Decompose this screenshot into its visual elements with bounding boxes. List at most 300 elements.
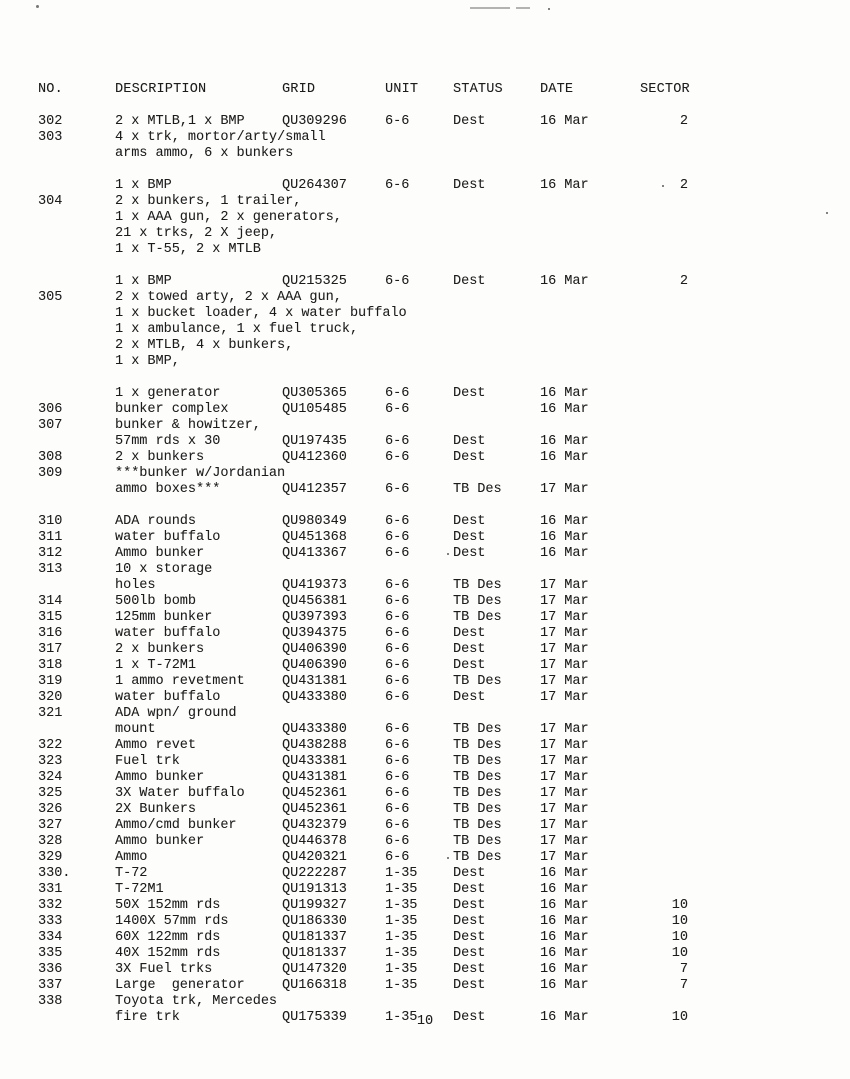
cell-date: [540, 322, 640, 338]
table-row: [38, 546, 798, 562]
cell-date: [540, 306, 640, 322]
cell-no: [38, 242, 115, 258]
cell-status: Dest: [453, 386, 486, 401]
table-row: [38, 130, 798, 146]
cell-sector: [640, 738, 688, 754]
cell-no: [38, 722, 115, 738]
cell-status: [453, 130, 540, 146]
cell-no: [38, 338, 115, 354]
cell-grid: QU431381: [282, 674, 347, 689]
cell-grid: [282, 210, 385, 226]
cell-unit: 6-6: [385, 594, 410, 609]
cell-unit: [385, 306, 453, 322]
cell-unit: [385, 146, 453, 162]
cell-grid: QU446378: [282, 834, 347, 849]
cell-unit: [385, 338, 453, 354]
cell-unit: [385, 994, 453, 1010]
cell-date: 17 Mar: [540, 610, 589, 625]
cell-desc: 3X Water buffalo: [115, 786, 245, 801]
cell-unit: 6-6: [385, 802, 410, 817]
cell-desc: 1400X 57mm rds: [115, 914, 229, 929]
cell-unit: [385, 290, 453, 306]
cell-unit: 1-35: [385, 962, 418, 977]
cell-unit: 6-6: [385, 834, 410, 849]
cell-status: Dest: [453, 946, 486, 961]
cell-status: TB Des: [453, 594, 502, 609]
cell-date: 17 Mar: [540, 786, 589, 801]
cell-sector: 2: [679, 114, 688, 129]
cell-date: 17 Mar: [540, 482, 589, 497]
cell-desc: T-72M1: [115, 882, 164, 897]
table-row: [38, 866, 798, 882]
cell-sector: [640, 866, 688, 882]
cell-date: 17 Mar: [540, 690, 589, 705]
table-row: [38, 898, 798, 914]
cell-sector: [640, 786, 688, 802]
blank-line: [38, 498, 798, 514]
scan-speck: [826, 212, 828, 214]
cell-sector: 10: [671, 946, 688, 961]
cell-sector: [640, 418, 688, 434]
cell-sector: [640, 610, 688, 626]
cell-sector: [640, 690, 688, 706]
cell-unit: 6-6: [385, 274, 410, 289]
cell-status: [453, 146, 540, 162]
cell-status: [453, 402, 540, 418]
cell-no: 321: [38, 706, 63, 721]
cell-status: [453, 994, 540, 1010]
cell-desc: 1 x bucket loader, 4 x water buffalo: [115, 306, 407, 321]
cell-status: TB Des: [453, 834, 502, 849]
cell-unit: 1-35: [385, 978, 418, 993]
scan-dash: [516, 7, 530, 9]
cell-desc: ADA rounds: [115, 514, 197, 529]
table-row: [38, 354, 798, 370]
cell-status: [453, 290, 540, 306]
cell-grid: QU406390: [282, 642, 347, 657]
cell-date: 17 Mar: [540, 594, 589, 609]
cell-desc: 1 x T-72M1: [115, 658, 197, 673]
cell-unit: [385, 354, 453, 370]
cell-unit: 6-6: [385, 114, 410, 129]
cell-status: Dest: [453, 642, 486, 657]
cell-sector: [640, 146, 688, 162]
cell-unit: 6-6: [385, 626, 410, 641]
cell-unit: 6-6: [385, 722, 410, 737]
cell-desc: Ammo/cmd bunker: [115, 818, 237, 833]
cell-sector: [640, 594, 688, 610]
table-row: [38, 706, 798, 722]
cell-no: 333: [38, 914, 63, 929]
table-row: [38, 946, 798, 962]
cell-unit: [385, 706, 453, 722]
cell-unit: [385, 130, 453, 146]
cell-grid: QU175339: [282, 1010, 347, 1025]
cell-unit: 1-35: [385, 914, 418, 929]
table-row: [38, 466, 798, 482]
cell-desc: 2 x towed arty, 2 x AAA gun,: [115, 290, 342, 305]
cell-status: Dest: [453, 658, 486, 673]
cell-sector: [640, 674, 688, 690]
cell-unit: 6-6: [385, 434, 410, 449]
cell-date: 16 Mar: [540, 914, 589, 929]
table-row: [38, 642, 798, 658]
cell-grid: QU147320: [282, 962, 347, 977]
table-row: [38, 578, 798, 594]
column-header-date: DATE: [540, 82, 574, 97]
cell-unit: [385, 194, 453, 210]
cell-unit: 6-6: [385, 690, 410, 705]
cell-sector: [640, 530, 688, 546]
cell-no: 315: [38, 610, 63, 625]
cell-grid: [282, 146, 385, 162]
cell-desc: Ammo bunker: [115, 546, 205, 561]
cell-sector: 2: [679, 274, 688, 289]
cell-grid: QU412360: [282, 450, 347, 465]
cell-status: Dest: [453, 546, 486, 561]
table-row: [38, 962, 798, 978]
cell-desc: 10 x storage: [115, 562, 213, 577]
table-row: [38, 530, 798, 546]
cell-sector: [640, 658, 688, 674]
cell-sector: [640, 402, 688, 418]
cell-grid: QU166318: [282, 978, 347, 993]
table-header: [38, 82, 798, 98]
cell-status: [453, 242, 540, 258]
cell-grid: QU215325: [282, 274, 347, 289]
cell-date: 16 Mar: [540, 450, 589, 465]
cell-sector: [640, 546, 688, 562]
cell-unit: [385, 562, 453, 578]
cell-status: [453, 418, 540, 434]
cell-desc: 21 x trks, 2 X jeep,: [115, 226, 278, 241]
cell-unit: [385, 466, 453, 482]
cell-no: 317: [38, 642, 63, 657]
cell-status: TB Des: [453, 770, 502, 785]
cell-date: [540, 354, 640, 370]
cell-grid: QU186330: [282, 914, 347, 929]
cell-no: 318: [38, 658, 63, 673]
cell-date: 16 Mar: [540, 114, 589, 129]
cell-sector: [640, 626, 688, 642]
blank-line: [38, 258, 798, 274]
cell-date: [540, 562, 640, 578]
table-row: [38, 306, 798, 322]
cell-status: Dest: [453, 962, 486, 977]
cell-grid: QU433381: [282, 754, 347, 769]
cell-status: TB Des: [453, 578, 502, 593]
cell-sector: [640, 434, 688, 450]
cell-no: 332: [38, 898, 63, 913]
cell-sector: [640, 466, 688, 482]
cell-no: 323: [38, 754, 63, 769]
cell-sector: 10: [671, 930, 688, 945]
cell-sector: [640, 642, 688, 658]
table-row: [38, 594, 798, 610]
cell-grid: QU431381: [282, 770, 347, 785]
column-header-sector: SECTOR: [640, 82, 690, 97]
cell-date: [540, 210, 640, 226]
cell-no: 329: [38, 850, 63, 865]
cell-grid: [282, 226, 385, 242]
cell-grid: QU452361: [282, 786, 347, 801]
cell-desc: 1 x BMP: [115, 274, 172, 289]
cell-no: [38, 226, 115, 242]
cell-sector: [640, 994, 688, 1010]
cell-no: 305: [38, 290, 63, 305]
cell-status: TB Des: [453, 754, 502, 769]
cell-status: [453, 210, 540, 226]
table-row: [38, 290, 798, 306]
cell-sector: 10: [671, 914, 688, 929]
cell-date: 16 Mar: [540, 866, 589, 881]
cell-grid: QU406390: [282, 658, 347, 673]
cell-desc: 2 x bunkers: [115, 642, 205, 657]
cell-desc: 50X 152mm rds: [115, 898, 221, 913]
table-row: [38, 978, 798, 994]
cell-unit: 6-6: [385, 482, 410, 497]
cell-desc: water buffalo: [115, 530, 221, 545]
cell-no: [38, 306, 115, 322]
cell-date: 16 Mar: [540, 962, 589, 977]
table-row: [38, 834, 798, 850]
cell-desc: 2 x bunkers, 1 trailer,: [115, 194, 302, 209]
cell-date: 16 Mar: [540, 546, 589, 561]
cell-status: [453, 306, 540, 322]
cell-no: 304: [38, 194, 63, 209]
cell-grid: QU451368: [282, 530, 347, 545]
cell-sector: [640, 562, 688, 578]
cell-sector: [640, 226, 688, 242]
cell-grid: QU438288: [282, 738, 347, 753]
cell-unit: 6-6: [385, 818, 410, 833]
cell-grid: [282, 322, 385, 338]
cell-sector: [640, 818, 688, 834]
cell-status: [453, 194, 540, 210]
cell-sector: [640, 882, 688, 898]
cell-status: Dest: [453, 450, 486, 465]
cell-desc: 500lb bomb: [115, 594, 197, 609]
cell-grid: QU394375: [282, 626, 347, 641]
cell-no: [38, 354, 115, 370]
table-row: [38, 674, 798, 690]
cell-date: [540, 146, 640, 162]
cell-status: TB Des: [453, 738, 502, 753]
cell-status: Dest: [453, 530, 486, 545]
cell-date: 16 Mar: [540, 434, 589, 449]
cell-status: Dest: [453, 914, 486, 929]
cell-unit: 1-35: [385, 1010, 418, 1025]
cell-grid: QU420321: [282, 850, 347, 865]
cell-sector: [640, 578, 688, 594]
cell-unit: [385, 210, 453, 226]
cell-no: 316: [38, 626, 63, 641]
cell-status: [453, 706, 540, 722]
cell-unit: 6-6: [385, 450, 410, 465]
cell-date: 17 Mar: [540, 674, 589, 689]
table-row: [38, 418, 798, 434]
cell-sector: 10: [671, 1010, 688, 1025]
cell-grid: QU980349: [282, 514, 347, 529]
cell-no: 324: [38, 770, 63, 785]
cell-sector: 2: [679, 178, 688, 193]
cell-desc: 2X Bunkers: [115, 802, 197, 817]
cell-sector: [640, 706, 688, 722]
page-number: 10: [416, 1014, 434, 1029]
cell-grid: [282, 418, 385, 434]
cell-no: 302: [38, 114, 63, 129]
table-row: [38, 754, 798, 770]
cell-unit: 6-6: [385, 514, 410, 529]
cell-desc: 125mm bunker: [115, 610, 213, 625]
cell-no: 313: [38, 562, 63, 577]
cell-date: 17 Mar: [540, 722, 589, 737]
blank-line: [38, 162, 798, 178]
cell-grid: QU191313: [282, 882, 347, 897]
cell-grid: [282, 306, 385, 322]
table-row: [38, 994, 798, 1010]
cell-grid: QU413367: [282, 546, 347, 561]
cell-no: 319: [38, 674, 63, 689]
cell-status: TB Des: [453, 818, 502, 833]
cell-desc: 1 ammo revetment: [115, 674, 245, 689]
table-row: [38, 322, 798, 338]
cell-unit: 6-6: [385, 850, 410, 865]
cell-grid: QU222287: [282, 866, 347, 881]
cell-unit: 1-35: [385, 898, 418, 913]
cell-sector: [640, 834, 688, 850]
table-row: [38, 626, 798, 642]
cell-date: 17 Mar: [540, 770, 589, 785]
table-body: [38, 114, 798, 1026]
cell-grid: [282, 338, 385, 354]
table-row: [38, 690, 798, 706]
cell-grid: [282, 242, 385, 258]
cell-grid: [282, 354, 385, 370]
cell-desc: 4 x trk, mortor/arty/small: [115, 130, 326, 145]
cell-date: 16 Mar: [540, 978, 589, 993]
cell-sector: [640, 802, 688, 818]
cell-no: 306: [38, 402, 63, 417]
cell-grid: [282, 994, 385, 1010]
cell-no: 334: [38, 930, 63, 945]
table-row: [38, 146, 798, 162]
cell-no: 307: [38, 418, 63, 433]
cell-grid: [282, 290, 385, 306]
cell-no: 311: [38, 530, 63, 545]
table-row: [38, 930, 798, 946]
cell-status: [453, 562, 540, 578]
cell-status: TB Des: [453, 850, 502, 865]
cell-unit: 6-6: [385, 178, 410, 193]
cell-status: Dest: [453, 930, 486, 945]
cell-status: Dest: [453, 626, 486, 641]
cell-date: 16 Mar: [540, 386, 589, 401]
cell-date: [540, 706, 640, 722]
cell-date: [540, 130, 640, 146]
cell-desc: bunker & howitzer,: [115, 418, 261, 433]
cell-no: [38, 178, 115, 194]
cell-no: 328: [38, 834, 63, 849]
cell-date: 17 Mar: [540, 738, 589, 753]
cell-status: Dest: [453, 866, 486, 881]
cell-desc: 1 x ambulance, 1 x fuel truck,: [115, 322, 359, 337]
cell-date: 16 Mar: [540, 514, 589, 529]
cell-unit: 1-35: [385, 946, 418, 961]
table-row: [38, 338, 798, 354]
cell-no: 325: [38, 786, 63, 801]
cell-sector: [640, 338, 688, 354]
cell-unit: 6-6: [385, 578, 410, 593]
cell-no: 309: [38, 466, 63, 481]
cell-no: 327: [38, 818, 63, 833]
cell-sector: [640, 850, 688, 866]
cell-sector: [640, 722, 688, 738]
cell-date: 17 Mar: [540, 834, 589, 849]
table-row: [38, 610, 798, 626]
table-row: [38, 658, 798, 674]
column-header-unit: UNIT: [385, 82, 419, 97]
cell-date: [540, 418, 640, 434]
table-row: [38, 386, 798, 402]
cell-sector: [640, 194, 688, 210]
cell-desc: Ammo revet: [115, 738, 197, 753]
cell-grid: QU105485: [282, 402, 347, 417]
cell-no: 312: [38, 546, 63, 561]
cell-status: TB Des: [453, 610, 502, 625]
cell-desc: ammo boxes***: [115, 482, 221, 497]
cell-date: 16 Mar: [540, 530, 589, 545]
table-row: [38, 194, 798, 210]
cell-status: Dest: [453, 978, 486, 993]
cell-desc: 1 x BMP: [115, 178, 172, 193]
cell-date: 16 Mar: [540, 946, 589, 961]
cell-date: 17 Mar: [540, 642, 589, 657]
cell-date: 17 Mar: [540, 850, 589, 865]
cell-unit: 6-6: [385, 546, 410, 561]
cell-no: 320: [38, 690, 63, 705]
cell-date: [540, 338, 640, 354]
cell-sector: 7: [679, 962, 688, 977]
cell-grid: QU432379: [282, 818, 347, 833]
cell-sector: [640, 482, 688, 498]
cell-grid: QU181337: [282, 930, 347, 945]
cell-sector: [640, 210, 688, 226]
cell-desc: 1 x BMP,: [115, 354, 180, 369]
cell-desc: 2 x bunkers: [115, 450, 205, 465]
cell-date: [540, 466, 640, 482]
table-row: [38, 514, 798, 530]
table-row: [38, 786, 798, 802]
cell-status: [453, 226, 540, 242]
table-row: [38, 770, 798, 786]
table-row: [38, 850, 798, 866]
cell-unit: 6-6: [385, 530, 410, 545]
cell-date: 16 Mar: [540, 930, 589, 945]
cell-status: Dest: [453, 114, 486, 129]
cell-date: 16 Mar: [540, 274, 589, 289]
cell-sector: [640, 290, 688, 306]
cell-status: Dest: [453, 1010, 486, 1025]
cell-status: Dest: [453, 882, 486, 897]
table-row: [38, 434, 798, 450]
cell-status: TB Des: [453, 802, 502, 817]
cell-desc: Toyota trk, Mercedes: [115, 994, 278, 1009]
cell-status: TB Des: [453, 482, 502, 497]
cell-date: 17 Mar: [540, 626, 589, 641]
cell-status: TB Des: [453, 786, 502, 801]
cell-no: 303: [38, 130, 63, 145]
